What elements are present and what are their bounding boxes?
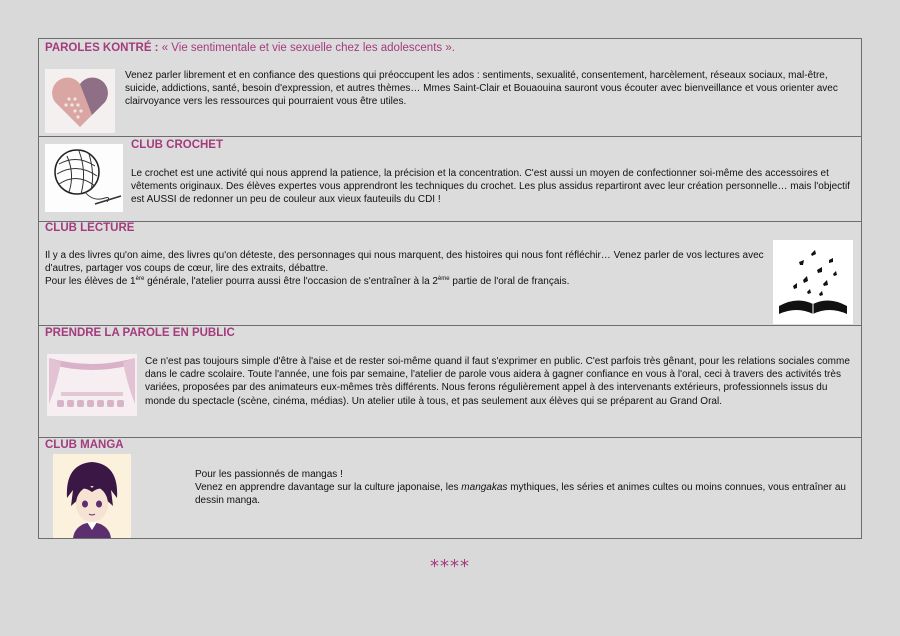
section-title: PAROLES KONTRÉ : « Vie sentimentale et vie sexuelle chez les adolescents ». bbox=[45, 42, 455, 54]
theater-stage-icon bbox=[47, 354, 137, 416]
section-title: PRENDRE LA PAROLE EN PUBLIC bbox=[45, 327, 235, 339]
section-club-lecture bbox=[39, 222, 861, 326]
section-body: Venez parler librement et en confiance des questions qui préoccupent les ados : sentiments, sexualité, consentement, harcèlement, réseaux sociaux, mal-être, suicide, addictions, santé, besoin d'expression, et autres thèmes… Mmes Saint-Clair et Bouaouina sauront vous écouter avec bienveillance et vous orienter avec clairvoyance vers les ressources qui pourraient vous être utiles. bbox=[125, 70, 838, 108]
footer-stars: **** bbox=[430, 556, 470, 577]
section-title: CLUB MANGA bbox=[45, 439, 124, 451]
open-book-butterflies-icon bbox=[773, 240, 853, 324]
section-body: Ce n'est pas toujours simple d'être à l'aise et de rester soi-même quand il faut s'exprimer en public. C'est parfois très gênant, pour les relations sociales comme dans le cadre scolaire. Toute l'année, une fois par semaine, l'atelier de parole vous aidera à gagner confiance en vous à l'oral, ceci à travers des activités très variées, proposées par des animateurs eux-mêmes très différents. Nous ferons régulièrement appel à des intervenants extérieurs, professionnels issus du monde du spectacle (scène, cinéma, médias). Un atelier utile à tous, et pas seulement aux élèves qui se préparent au Grand Oral. bbox=[145, 356, 850, 407]
section-paroles-kontre bbox=[39, 39, 861, 137]
section-title: CLUB CROCHET bbox=[131, 139, 223, 151]
section-body: Il y a des livres qu'on aime, des livres qu'on déteste, des personnages qui nous marquent, des histoires qui nous font réfléchir… Venez parler de vos lectures avec d'autres, partager vos coups de cœur, lire des extraits, débattre. Pour les élèves de 1ère générale, l'atelier pourra aussi être l'occasion de s'entraîner à la 2ème partie de l'oral de français. bbox=[45, 250, 764, 288]
section-body: Le crochet est une activité qui nous apprend la patience, la précision et la concentration. C'est aussi un moyen de confectionner soi-même des accessoires et vêtements originaux. Des élèves expertes vous apprendront les techniques du crochet. Les plus assidus repartiront avec leur création personnelle… mais l'objectif est AUSSI de redonner un peu de couleur aux vieux fauteuils du CDI ! bbox=[131, 168, 850, 206]
yarn-ball-icon bbox=[45, 144, 123, 212]
section-club-crochet bbox=[39, 137, 861, 222]
heart-bandage-icon bbox=[45, 69, 115, 133]
section-club-manga bbox=[39, 438, 861, 538]
section-body: Pour les passionnés de mangas ! Venez en apprendre davantage sur la culture japonaise, les mangakas mythiques, les séries et animes cultes ou moins connues, vous entraîner au dessin manga. bbox=[195, 469, 846, 507]
manga-character-icon bbox=[53, 454, 131, 538]
section-prendre-la-parole bbox=[39, 326, 861, 438]
section-title: CLUB LECTURE bbox=[45, 222, 135, 234]
clubs-table bbox=[38, 38, 862, 539]
